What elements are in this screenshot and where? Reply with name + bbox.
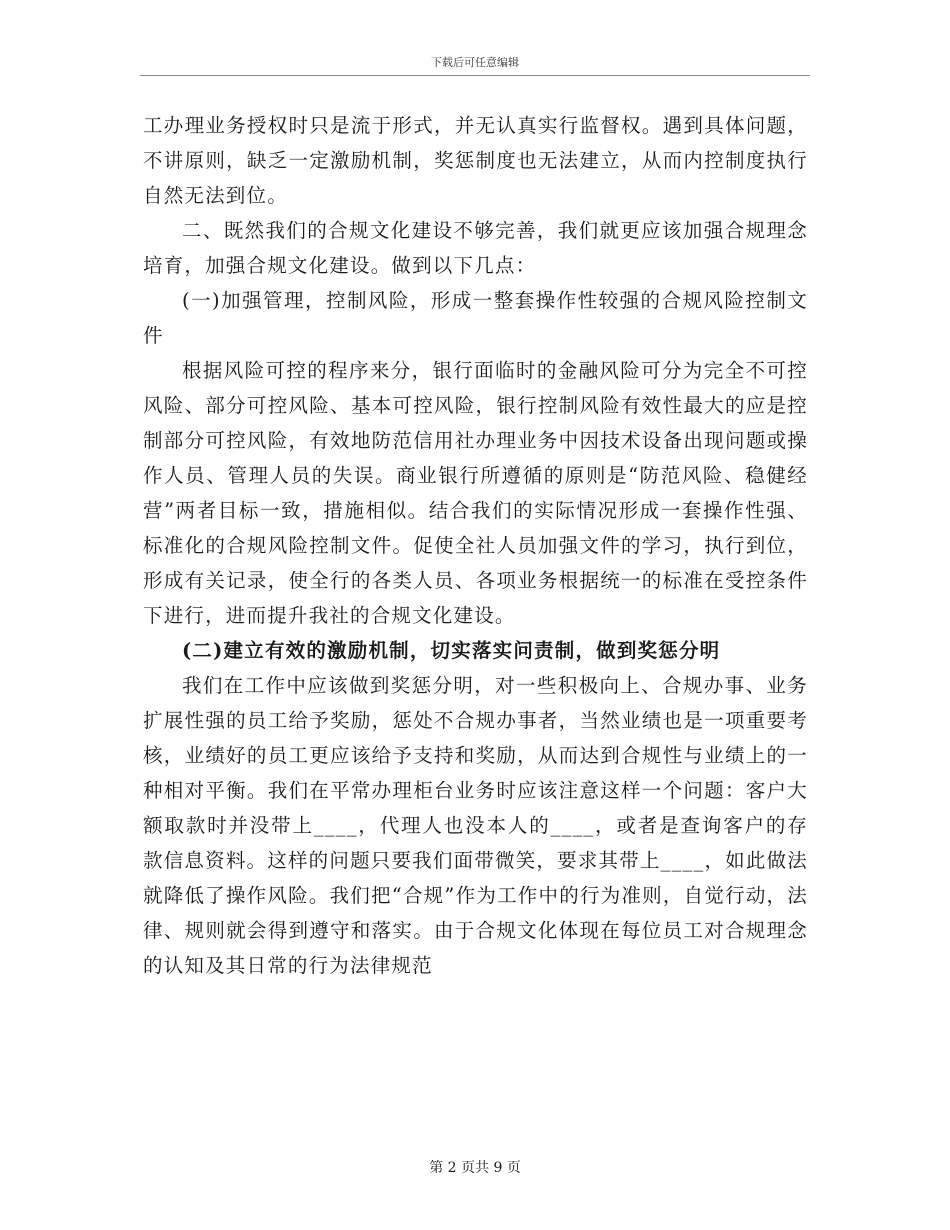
paragraph-risk-control: 根据风险可控的程序来分，银行面临时的金融风险可分为完全不可控风险、部分可控风险、基本可控风险，银行控制风险有效性最大的应是控制部分可控风险，有效地防范信用社办理业务中因技术设备出现问题或操作人员、管理人员的失误。商业银行所遵循的原则是“防范风险、稳健经营”两者目标一致，措施相似。结合我们的实际情况形成一套操作性强、标准化的合规风险控制文件。促使全社人员加强文件的学习，执行到位，形成有关记录，使全行的各类人员、各项业务根据统一的标准在受控条件下进行，进而提升我社的合规文化建设。 — [143, 359, 808, 627]
header-divider — [140, 75, 810, 76]
paragraph-section-two: 二、既然我们的合规文化建设不够完善，我们就更应该加强合规理念培育，加强合规文化建设。做到以下几点： — [143, 219, 808, 277]
subheading-incentive: (二)建立有效的激励机制，切实落实问责制，做到奖惩分明 — [182, 639, 721, 662]
body-text — [143, 108, 808, 983]
paragraph-subheading-one: (一)加强管理，控制风险，形成一整套操作性较强的合规风险控制文件 — [143, 289, 808, 347]
paragraph-continuation: 工办理业务授权时只是流于形式，并无认真实行监督权。遇到具体问题，不讲原则，缺乏一定激励机制，奖惩制度也无法建立，从而内控制度执行自然无法到位。 — [143, 114, 808, 207]
page-header: 下载后可任意编辑 — [431, 56, 519, 69]
page-footer: 第 2 页共 9 页 — [429, 1160, 521, 1176]
paragraph-incentive: 我们在工作中应该做到奖惩分明，对一些积极向上、合规办事、业务扩展性强的员工给予奖励，惩处不合规办事者，当然业绩也是一项重要考核，业绩好的员工更应该给予支持和奖励，从而达到合规性与业绩上的一种相对平衡。我们在平常办理柜台业务时应该注意这样一个问题：客户大额取款时并没带上____，代理人也没本人的____，或者是查询客户的存款信息资料。这样的问题只要我们面带微笑，要求其带上____，如此做法就降低了操作风险。我们把“合规”作为工作中的行为准则，自觉行动，法律、规则就会得到遵守和落实。由于合规文化体现在每位员工对合规理念的认知及其日常的行为法律规范 — [143, 674, 808, 977]
